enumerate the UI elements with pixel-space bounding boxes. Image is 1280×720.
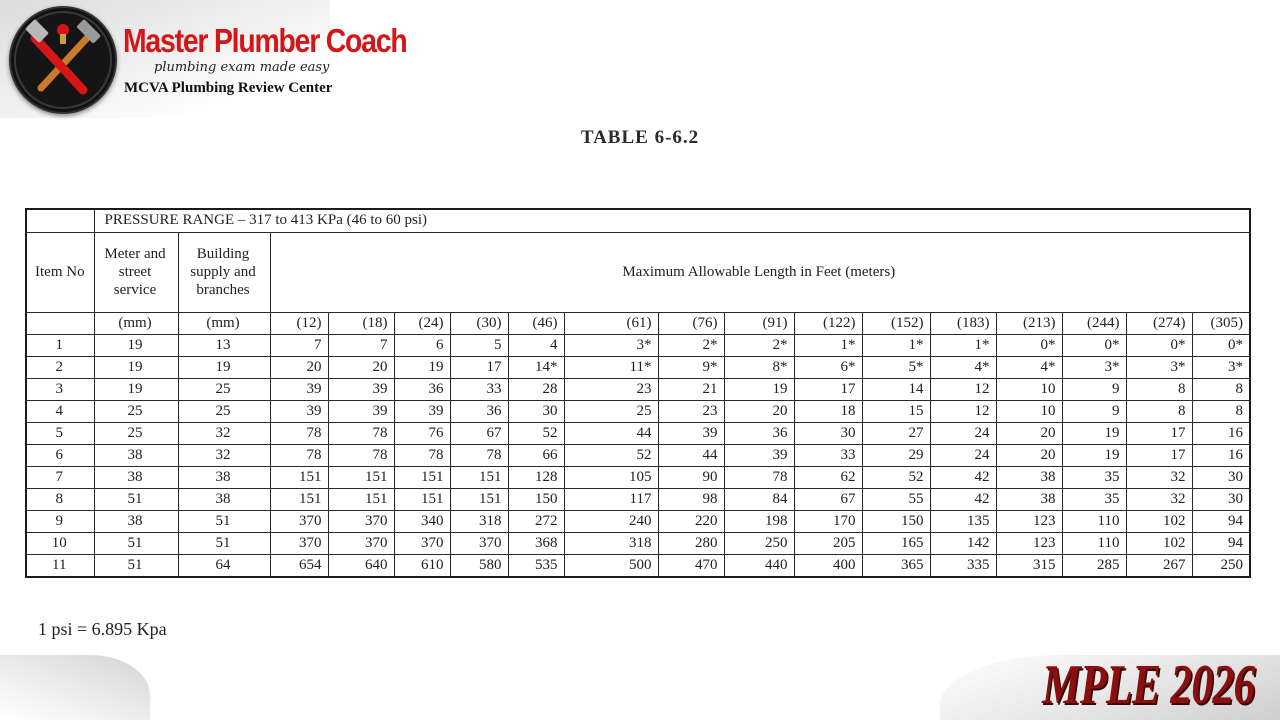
length-value-cell: 2* xyxy=(658,334,724,356)
length-value-cell: 267 xyxy=(1126,555,1192,577)
length-value-cell: 335 xyxy=(930,555,996,577)
length-value-cell: 110 xyxy=(1062,511,1126,533)
length-value-cell: 370 xyxy=(270,511,328,533)
building-size-cell: 51 xyxy=(178,511,270,533)
conversion-footnote: 1 psi = 6.895 Kpa xyxy=(38,619,167,639)
length-value-cell: 44 xyxy=(658,445,724,467)
length-value-cell: 42 xyxy=(930,489,996,511)
length-value-cell: 105 xyxy=(564,467,658,489)
item-no-cell: 11 xyxy=(26,555,94,577)
blank-cell xyxy=(26,209,94,232)
length-value-cell: 198 xyxy=(724,511,794,533)
length-value-cell: 170 xyxy=(794,511,862,533)
length-header: (12) xyxy=(270,312,328,334)
length-value-cell: 4 xyxy=(508,334,564,356)
building-size-cell: 25 xyxy=(178,378,270,400)
length-value-cell: 15 xyxy=(862,400,930,422)
length-value-cell: 110 xyxy=(1062,533,1126,555)
length-header: (305) xyxy=(1192,312,1250,334)
length-value-cell: 318 xyxy=(564,533,658,555)
blank-cell xyxy=(26,312,94,334)
pressure-range-row xyxy=(26,209,1250,232)
meter-size-cell: 25 xyxy=(94,400,178,422)
length-header: (152) xyxy=(862,312,930,334)
length-header: (183) xyxy=(930,312,996,334)
length-value-cell: 9 xyxy=(1062,378,1126,400)
building-size-cell: 25 xyxy=(178,400,270,422)
length-value-cell: 142 xyxy=(930,533,996,555)
item-no-cell: 10 xyxy=(26,533,94,555)
item-no-cell: 7 xyxy=(26,467,94,489)
length-header: (122) xyxy=(794,312,862,334)
table-row xyxy=(26,555,1250,577)
length-value-cell: 365 xyxy=(862,555,930,577)
length-value-cell: 42 xyxy=(930,467,996,489)
length-value-cell: 17 xyxy=(450,356,508,378)
length-value-cell: 30 xyxy=(1192,489,1250,511)
length-value-cell: 90 xyxy=(658,467,724,489)
item-no-header: Item No xyxy=(26,232,94,312)
length-value-cell: 6 xyxy=(394,334,450,356)
length-value-cell: 9* xyxy=(658,356,724,378)
max-length-header: Maximum Allowable Length in Feet (meters) xyxy=(270,232,1250,312)
pressure-range: PRESSURE RANGE – 317 to 413 KPa (46 to 60 psi) xyxy=(94,209,1250,232)
length-header: (91) xyxy=(724,312,794,334)
length-value-cell: 25 xyxy=(564,400,658,422)
pipe-wrench-hammer-icon xyxy=(9,6,117,114)
length-value-cell: 3* xyxy=(1126,356,1192,378)
brand-name: Master Plumber Coach xyxy=(123,22,407,59)
length-value-cell: 30 xyxy=(508,400,564,422)
length-value-cell: 400 xyxy=(794,555,862,577)
length-value-cell: 5* xyxy=(862,356,930,378)
length-value-cell: 30 xyxy=(794,423,862,445)
length-value-cell: 16 xyxy=(1192,423,1250,445)
length-value-cell: 19 xyxy=(724,378,794,400)
length-value-cell: 20 xyxy=(328,356,394,378)
length-value-cell: 151 xyxy=(328,489,394,511)
brand-review-center: MCVA Plumbing Review Center xyxy=(124,80,333,96)
length-value-cell: 32 xyxy=(1126,467,1192,489)
length-value-cell: 35 xyxy=(1062,467,1126,489)
length-value-cell: 370 xyxy=(328,533,394,555)
length-value-cell: 33 xyxy=(450,378,508,400)
length-value-cell: 610 xyxy=(394,555,450,577)
length-value-cell: 10 xyxy=(996,378,1062,400)
length-value-cell: 3* xyxy=(564,334,658,356)
length-value-cell: 165 xyxy=(862,533,930,555)
length-value-cell: 6* xyxy=(794,356,862,378)
length-header: (274) xyxy=(1126,312,1192,334)
length-value-cell: 150 xyxy=(508,489,564,511)
table-row xyxy=(26,489,1250,511)
length-value-cell: 78 xyxy=(328,445,394,467)
length-value-cell: 102 xyxy=(1126,511,1192,533)
table-row xyxy=(26,533,1250,555)
length-header: (61) xyxy=(564,312,658,334)
length-value-cell: 205 xyxy=(794,533,862,555)
table-row xyxy=(26,467,1250,489)
length-value-cell: 5 xyxy=(450,334,508,356)
header-row xyxy=(26,232,1250,312)
length-value-cell: 78 xyxy=(328,423,394,445)
meter-size-cell: 38 xyxy=(94,467,178,489)
length-value-cell: 318 xyxy=(450,511,508,533)
length-value-cell: 8 xyxy=(1126,400,1192,422)
building-size-cell: 32 xyxy=(178,445,270,467)
length-value-cell: 0* xyxy=(1192,334,1250,356)
length-value-cell: 340 xyxy=(394,511,450,533)
length-value-cell: 20 xyxy=(996,445,1062,467)
building-size-cell: 38 xyxy=(178,489,270,511)
length-value-cell: 19 xyxy=(394,356,450,378)
building-supply-header: Building supply and branches xyxy=(178,232,270,312)
building-size-cell: 13 xyxy=(178,334,270,356)
length-value-cell: 1* xyxy=(862,334,930,356)
meter-size-cell: 51 xyxy=(94,533,178,555)
length-value-cell: 8 xyxy=(1192,378,1250,400)
length-value-cell: 19 xyxy=(1062,445,1126,467)
length-value-cell: 52 xyxy=(508,423,564,445)
length-value-cell: 20 xyxy=(996,423,1062,445)
length-value-cell: 30 xyxy=(1192,467,1250,489)
length-value-cell: 78 xyxy=(394,445,450,467)
length-value-cell: 151 xyxy=(270,467,328,489)
item-no-cell: 9 xyxy=(26,511,94,533)
length-value-cell: 67 xyxy=(794,489,862,511)
length-header: (30) xyxy=(450,312,508,334)
length-value-cell: 39 xyxy=(658,423,724,445)
length-header: (18) xyxy=(328,312,394,334)
length-value-cell: 151 xyxy=(270,489,328,511)
item-no-cell: 2 xyxy=(26,356,94,378)
building-size-cell: 64 xyxy=(178,555,270,577)
length-value-cell: 370 xyxy=(450,533,508,555)
length-value-cell: 38 xyxy=(996,467,1062,489)
length-value-cell: 17 xyxy=(1126,423,1192,445)
length-value-cell: 17 xyxy=(1126,445,1192,467)
length-value-cell: 66 xyxy=(508,445,564,467)
length-value-cell: 500 xyxy=(564,555,658,577)
length-value-cell: 78 xyxy=(270,445,328,467)
table-row xyxy=(26,356,1250,378)
length-value-cell: 14* xyxy=(508,356,564,378)
building-size-cell: 38 xyxy=(178,467,270,489)
building-size-cell: 19 xyxy=(178,356,270,378)
length-header: (76) xyxy=(658,312,724,334)
length-value-cell: 8 xyxy=(1192,400,1250,422)
length-value-cell: 8 xyxy=(1126,378,1192,400)
length-value-cell: 0* xyxy=(1126,334,1192,356)
meter-size-cell: 38 xyxy=(94,445,178,467)
meter-size-cell: 51 xyxy=(94,555,178,577)
length-value-cell: 98 xyxy=(658,489,724,511)
length-value-cell: 285 xyxy=(1062,555,1126,577)
length-value-cell: 18 xyxy=(794,400,862,422)
length-value-cell: 151 xyxy=(394,489,450,511)
length-value-cell: 39 xyxy=(270,400,328,422)
length-value-cell: 135 xyxy=(930,511,996,533)
meter-size-cell: 19 xyxy=(94,378,178,400)
meter-size-cell: 19 xyxy=(94,356,178,378)
length-value-cell: 580 xyxy=(450,555,508,577)
length-value-cell: 10 xyxy=(996,400,1062,422)
length-value-cell: 240 xyxy=(564,511,658,533)
building-unit: (mm) xyxy=(178,312,270,334)
length-header: (213) xyxy=(996,312,1062,334)
length-value-cell: 78 xyxy=(270,423,328,445)
length-value-cell: 29 xyxy=(862,445,930,467)
length-value-cell: 32 xyxy=(1126,489,1192,511)
meter-size-cell: 19 xyxy=(94,334,178,356)
meter-service-header: Meter and street service xyxy=(94,232,178,312)
length-value-cell: 94 xyxy=(1192,511,1250,533)
length-value-cell: 27 xyxy=(862,423,930,445)
length-value-cell: 151 xyxy=(450,467,508,489)
length-value-cell: 370 xyxy=(328,511,394,533)
length-value-cell: 36 xyxy=(450,400,508,422)
length-value-cell: 21 xyxy=(658,378,724,400)
table-row xyxy=(26,378,1250,400)
length-value-cell: 76 xyxy=(394,423,450,445)
length-value-cell: 39 xyxy=(394,400,450,422)
length-value-cell: 20 xyxy=(724,400,794,422)
length-header: (46) xyxy=(508,312,564,334)
length-value-cell: 16 xyxy=(1192,445,1250,467)
length-value-cell: 67 xyxy=(450,423,508,445)
length-value-cell: 7 xyxy=(270,334,328,356)
item-no-cell: 8 xyxy=(26,489,94,511)
table-row xyxy=(26,334,1250,356)
length-value-cell: 2* xyxy=(724,334,794,356)
length-value-cell: 250 xyxy=(1192,555,1250,577)
length-value-cell: 220 xyxy=(658,511,724,533)
length-value-cell: 39 xyxy=(724,445,794,467)
meter-size-cell: 51 xyxy=(94,489,178,511)
length-value-cell: 250 xyxy=(724,533,794,555)
item-no-cell: 3 xyxy=(26,378,94,400)
length-value-cell: 24 xyxy=(930,445,996,467)
length-value-cell: 33 xyxy=(794,445,862,467)
length-value-cell: 35 xyxy=(1062,489,1126,511)
length-value-cell: 4* xyxy=(930,356,996,378)
length-value-cell: 44 xyxy=(564,423,658,445)
length-value-cell: 315 xyxy=(996,555,1062,577)
length-value-cell: 36 xyxy=(394,378,450,400)
length-value-cell: 151 xyxy=(328,467,394,489)
length-value-cell: 11* xyxy=(564,356,658,378)
length-value-cell: 23 xyxy=(564,378,658,400)
brand-tagline: plumbing exam made easy xyxy=(154,60,330,75)
item-no-cell: 6 xyxy=(26,445,94,467)
length-value-cell: 117 xyxy=(564,489,658,511)
pipe-sizing-table-container xyxy=(25,208,1249,578)
length-value-cell: 3* xyxy=(1062,356,1126,378)
length-value-cell: 151 xyxy=(394,467,450,489)
length-value-cell: 4* xyxy=(996,356,1062,378)
length-value-cell: 1* xyxy=(930,334,996,356)
length-value-cell: 78 xyxy=(450,445,508,467)
length-value-cell: 7 xyxy=(328,334,394,356)
meter-unit: (mm) xyxy=(94,312,178,334)
length-value-cell: 640 xyxy=(328,555,394,577)
length-value-cell: 14 xyxy=(862,378,930,400)
length-header: (244) xyxy=(1062,312,1126,334)
length-value-cell: 94 xyxy=(1192,533,1250,555)
length-value-cell: 272 xyxy=(508,511,564,533)
length-value-cell: 55 xyxy=(862,489,930,511)
length-value-cell: 78 xyxy=(724,467,794,489)
length-value-cell: 3* xyxy=(1192,356,1250,378)
pipe-sizing-table xyxy=(25,208,1251,578)
item-no-cell: 5 xyxy=(26,423,94,445)
length-value-cell: 1* xyxy=(794,334,862,356)
table-row xyxy=(26,400,1250,422)
length-value-cell: 36 xyxy=(724,423,794,445)
length-value-cell: 123 xyxy=(996,511,1062,533)
table-title: TABLE 6-6.2 xyxy=(580,127,700,148)
length-value-cell: 150 xyxy=(862,511,930,533)
table-row xyxy=(26,511,1250,533)
length-value-cell: 52 xyxy=(564,445,658,467)
length-value-cell: 370 xyxy=(394,533,450,555)
length-value-cell: 368 xyxy=(508,533,564,555)
footer-swoosh-left xyxy=(0,655,150,720)
meter-size-cell: 38 xyxy=(94,511,178,533)
item-no-cell: 4 xyxy=(26,400,94,422)
length-value-cell: 470 xyxy=(658,555,724,577)
length-value-cell: 12 xyxy=(930,400,996,422)
length-value-cell: 12 xyxy=(930,378,996,400)
length-value-cell: 0* xyxy=(996,334,1062,356)
length-value-cell: 440 xyxy=(724,555,794,577)
building-size-cell: 32 xyxy=(178,423,270,445)
length-value-cell: 52 xyxy=(862,467,930,489)
length-value-cell: 654 xyxy=(270,555,328,577)
length-value-cell: 84 xyxy=(724,489,794,511)
length-value-cell: 17 xyxy=(794,378,862,400)
units-row xyxy=(26,312,1250,334)
length-value-cell: 39 xyxy=(328,378,394,400)
length-value-cell: 38 xyxy=(996,489,1062,511)
table-row xyxy=(26,423,1250,445)
mple-watermark: MPLE 2026 xyxy=(1042,654,1255,716)
length-value-cell: 8* xyxy=(724,356,794,378)
length-value-cell: 39 xyxy=(328,400,394,422)
length-header: (24) xyxy=(394,312,450,334)
building-size-cell: 51 xyxy=(178,533,270,555)
table-row xyxy=(26,445,1250,467)
item-no-cell: 1 xyxy=(26,334,94,356)
length-value-cell: 39 xyxy=(270,378,328,400)
length-value-cell: 0* xyxy=(1062,334,1126,356)
length-value-cell: 19 xyxy=(1062,423,1126,445)
length-value-cell: 62 xyxy=(794,467,862,489)
length-value-cell: 280 xyxy=(658,533,724,555)
length-value-cell: 9 xyxy=(1062,400,1126,422)
meter-size-cell: 25 xyxy=(94,423,178,445)
length-value-cell: 23 xyxy=(658,400,724,422)
length-value-cell: 151 xyxy=(450,489,508,511)
length-value-cell: 370 xyxy=(270,533,328,555)
length-value-cell: 28 xyxy=(508,378,564,400)
length-value-cell: 20 xyxy=(270,356,328,378)
length-value-cell: 102 xyxy=(1126,533,1192,555)
length-value-cell: 24 xyxy=(930,423,996,445)
length-value-cell: 128 xyxy=(508,467,564,489)
length-value-cell: 123 xyxy=(996,533,1062,555)
length-value-cell: 535 xyxy=(508,555,564,577)
